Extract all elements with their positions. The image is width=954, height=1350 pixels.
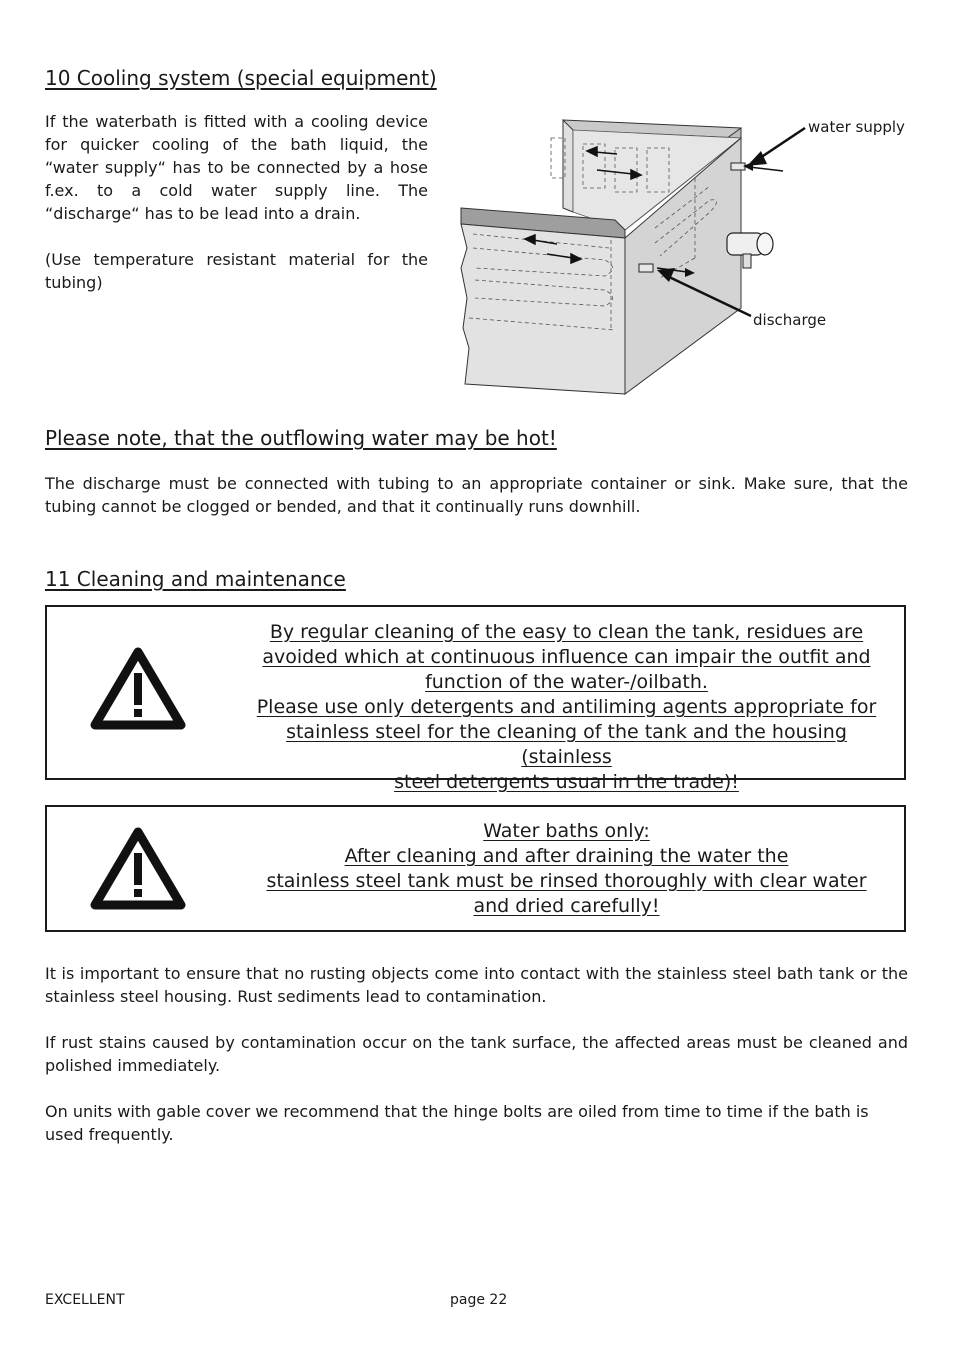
warning-line: By regular cleaning of the easy to clean the tank, residues are: [269, 621, 864, 643]
section-11-heading: 11 Cleaning and maintenance: [45, 567, 346, 591]
warning-line: stainless steel tank must be rinsed thoroughly with clear water: [266, 870, 867, 892]
hot-water-note-heading: Please note, that the outflowing water may be hot!: [45, 426, 557, 450]
warning-line: After cleaning and after draining the water the: [344, 845, 789, 867]
footer-page-number: page 22: [450, 1292, 508, 1308]
cooling-figure: [455, 108, 915, 398]
warning-triangle-icon: [88, 645, 188, 735]
rinse-warning-box: [45, 805, 906, 932]
warning-line: steel detergents usual in the trade)!: [394, 771, 739, 793]
rinse-warning-text: [245, 819, 888, 919]
warning-line: Please use only detergents and antiliming agents appropriate for: [256, 696, 877, 718]
rust-stains-paragraph: If rust stains caused by contamination occur on the tank surface, the affected areas must be cleaned and polished immediately.: [45, 1033, 908, 1075]
water-supply-label: water supply: [808, 118, 905, 136]
cleaning-warning-box: [45, 605, 906, 793]
discharge-label: discharge: [753, 311, 827, 329]
warning-line: and dried carefully!: [473, 895, 660, 917]
cleaning-warning-text: [245, 620, 888, 795]
waterbath-illustration: [455, 108, 915, 398]
footer-product-name: EXCELLENT: [45, 1292, 125, 1308]
warning-line: avoided which at continuous influence can impair the outfit and: [262, 646, 871, 668]
cooling-intro: [45, 110, 428, 294]
warning-line: Water baths only:: [483, 820, 650, 842]
section-10-heading: 10 Cooling system (special equipment): [45, 66, 437, 90]
rust-contact-paragraph: It is important to ensure that no rusting objects come into contact with the stainless steel bath tank or the stainless steel housing. Rust sediments lead to contamination.: [45, 964, 908, 1006]
warning-triangle-icon: [88, 825, 188, 915]
cooling-paragraph-2: (Use temperature resistant material for the tubing): [45, 250, 428, 292]
warning-line: function of the water-/oilbath.: [425, 671, 708, 693]
discharge-instructions: The discharge must be connected with tubing to an appropriate container or sink. Make sure, that the tubing cannot be clogged or bended, and that it continually runs downhill.: [45, 474, 908, 516]
warning-line: stainless steel for the cleaning of the tank and the housing (stainless: [286, 721, 847, 768]
cooling-paragraph-1: If the waterbath is fitted with a cooling device for quicker cooling of the bath liquid, the “water supply“ has to be connected by a hose f.ex. to a cold water supply line. The “discharge“ has to be lead into a drain.: [45, 112, 428, 223]
hinge-bolts-paragraph: On units with gable cover we recommend that the hinge bolts are oiled from time to time if the bath is used frequently.: [45, 1102, 869, 1144]
